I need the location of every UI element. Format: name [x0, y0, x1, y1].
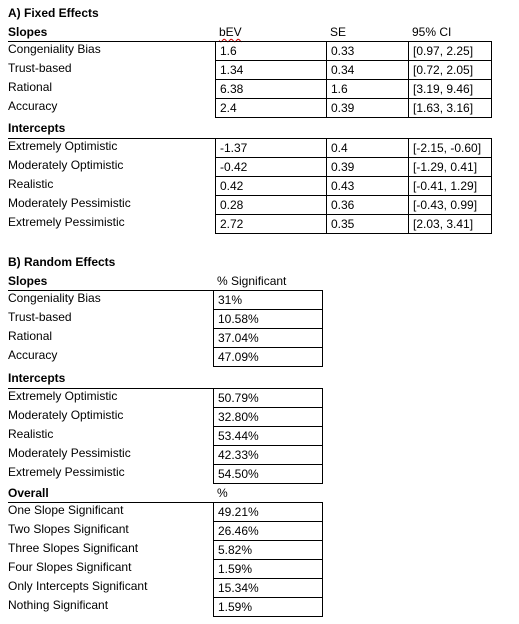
fixed-slope-ci-cell: [0.97, 2.25] [408, 41, 492, 60]
fixed-intercept-ci-cell: [-0.43, 0.99] [408, 195, 492, 214]
fixed-intercept-bev-cell: 0.42 [215, 176, 327, 195]
random-overall-row [0, 521, 519, 540]
random-intercept-right-border [322, 388, 323, 483]
fixed-slope-row-label: Congeniality Bias [8, 42, 101, 56]
fixed-slope-row [0, 41, 519, 60]
random-slope-row [0, 309, 519, 328]
random-slope-pct-cell: 47.09% [213, 347, 323, 366]
fixed-slope-ci-cell: [1.63, 3.16] [408, 98, 492, 117]
random-overall-pct-cell: 5.82% [213, 540, 323, 559]
fixed-slope-bev-cell: 2.4 [215, 98, 327, 117]
fixed-slope-bev-cell: 1.34 [215, 60, 327, 79]
random-overall-pct-cell: 26.46% [213, 521, 323, 540]
random-overall-row-label: One Slope Significant [8, 503, 124, 517]
fixed-intercept-bottom-border [215, 233, 492, 234]
fixed-intercept-bev-cell: 0.28 [215, 195, 327, 214]
fixed-intercept-se-cell: 0.4 [326, 138, 409, 157]
random-intercept-pct-cell: 54.50% [213, 464, 323, 483]
random-slope-pct-cell: 10.58% [213, 309, 323, 328]
random-intercept-pct-cell: 32.80% [213, 407, 323, 426]
fixed-intercept-bev-cell: -1.37 [215, 138, 327, 157]
random-slope-pct-cell: 31% [213, 290, 323, 309]
random-slope-row [0, 347, 519, 366]
fixed-intercept-se-cell: 0.36 [326, 195, 409, 214]
fixed-slope-se-cell: 0.34 [326, 60, 409, 79]
random-overall-row [0, 597, 519, 616]
fixed-intercept-row-label: Extremely Pessimistic [8, 215, 125, 229]
random-slope-row-label: Accuracy [8, 348, 58, 362]
random-overall-row [0, 578, 519, 597]
random-slope-row [0, 328, 519, 347]
fixed-intercept-row [0, 195, 519, 214]
fixed-se-header: SE [330, 25, 347, 39]
random-intercept-bottom-border [213, 483, 323, 484]
random-overall-bottom-border [213, 616, 323, 617]
random-slope-row-label: Trust-based [8, 310, 72, 324]
random-intercept-row [0, 407, 519, 426]
fixed-intercept-bev-cell: -0.42 [215, 157, 327, 176]
fixed-slope-row-label: Rational [8, 80, 53, 94]
fixed-intercept-ci-cell: [-2.15, -0.60] [408, 138, 492, 157]
random-pct-header: % Significant [217, 274, 287, 288]
random-overall-row-label: Two Slopes Significant [8, 522, 129, 536]
fixed-intercept-row [0, 157, 519, 176]
fixed-intercept-ci-cell: [-1.29, 0.41] [408, 157, 492, 176]
random-overall-right-border [322, 502, 323, 616]
fixed-intercept-se-cell: 0.39 [326, 157, 409, 176]
random-intercepts-header: Intercepts [8, 371, 66, 385]
random-intercept-row-label: Moderately Optimistic [8, 408, 124, 422]
random-slope-row [0, 290, 519, 309]
fixed-intercept-se-cell: 0.35 [326, 214, 409, 233]
random-intercept-row [0, 388, 519, 407]
fixed-intercept-row-label: Moderately Optimistic [8, 158, 124, 172]
fixed-intercept-ci-cell: [2.03, 3.41] [408, 214, 492, 233]
fixed-slope-row-label: Accuracy [8, 99, 58, 113]
random-intercept-row-label: Moderately Pessimistic [8, 446, 131, 460]
fixed-slope-se-cell: 1.6 [326, 79, 409, 98]
fixed-intercept-right-border [491, 138, 492, 233]
fixed-slope-ci-cell: [0.72, 2.05] [408, 60, 492, 79]
random-intercept-row-label: Realistic [8, 427, 54, 441]
random-overall-row [0, 502, 519, 521]
fixed-slope-bev-cell: 1.6 [215, 41, 327, 60]
random-intercept-row-label: Extremely Pessimistic [8, 465, 125, 479]
fixed-intercept-row [0, 138, 519, 157]
random-slope-bottom-border [213, 366, 323, 367]
fixed-slope-row [0, 79, 519, 98]
random-overall-row-label: Four Slopes Significant [8, 560, 132, 574]
fixed-effects-title: A) Fixed Effects [8, 6, 99, 20]
random-overall-pct-cell: 15.34% [213, 578, 323, 597]
fixed-intercepts-header: Intercepts [8, 121, 66, 135]
random-slope-row-label: Congeniality Bias [8, 291, 101, 305]
fixed-intercept-row-label: Extremely Optimistic [8, 139, 118, 153]
fixed-slope-row-label: Trust-based [8, 61, 72, 75]
fixed-slope-se-cell: 0.39 [326, 98, 409, 117]
fixed-intercept-row-label: Moderately Pessimistic [8, 196, 131, 210]
random-intercept-pct-cell: 53.44% [213, 426, 323, 445]
fixed-intercept-row-label: Realistic [8, 177, 54, 191]
random-intercept-row-label: Extremely Optimistic [8, 389, 118, 403]
random-slope-right-border [322, 290, 323, 366]
fixed-slopes-header: Slopes [8, 25, 48, 39]
random-intercept-pct-cell: 50.79% [213, 388, 323, 407]
fixed-slope-row [0, 60, 519, 79]
random-intercept-row [0, 464, 519, 483]
fixed-slope-row [0, 98, 519, 117]
random-overall-row [0, 540, 519, 559]
fixed-intercept-row [0, 176, 519, 195]
bev-header-text: bEV [219, 25, 242, 39]
fixed-intercept-bev-cell: 2.72 [215, 214, 327, 233]
random-intercept-row [0, 426, 519, 445]
fixed-intercept-row [0, 214, 519, 233]
random-overall-row-label: Nothing Significant [8, 598, 109, 612]
fixed-slope-ci-cell: [3.19, 9.46] [408, 79, 492, 98]
random-slope-pct-cell: 37.04% [213, 328, 323, 347]
random-slope-row-label: Rational [8, 329, 53, 343]
random-slopes-header: Slopes [8, 274, 48, 288]
fixed-bev-header [219, 25, 242, 39]
random-overall-pct-cell: 1.59% [213, 597, 323, 616]
random-overall-pct-cell: 49.21% [213, 502, 323, 521]
random-overall-header: Overall [8, 486, 49, 500]
fixed-ci-header: 95% CI [412, 25, 452, 39]
fixed-slope-se-cell: 0.33 [326, 41, 409, 60]
random-overall-row-label: Three Slopes Significant [8, 541, 139, 555]
fixed-intercept-se-cell: 0.43 [326, 176, 409, 195]
random-overall-row [0, 559, 519, 578]
fixed-slope-right-border [491, 41, 492, 117]
random-intercept-row [0, 445, 519, 464]
fixed-intercept-ci-cell: [-0.41, 1.29] [408, 176, 492, 195]
random-overall-pct-header: % [217, 486, 228, 500]
random-overall-row-label: Only Intercepts Significant [8, 579, 148, 593]
random-overall-pct-cell: 1.59% [213, 559, 323, 578]
fixed-slope-bev-cell: 6.38 [215, 79, 327, 98]
random-effects-title: B) Random Effects [8, 255, 116, 269]
random-intercept-pct-cell: 42.33% [213, 445, 323, 464]
fixed-slope-bottom-border [215, 117, 492, 118]
